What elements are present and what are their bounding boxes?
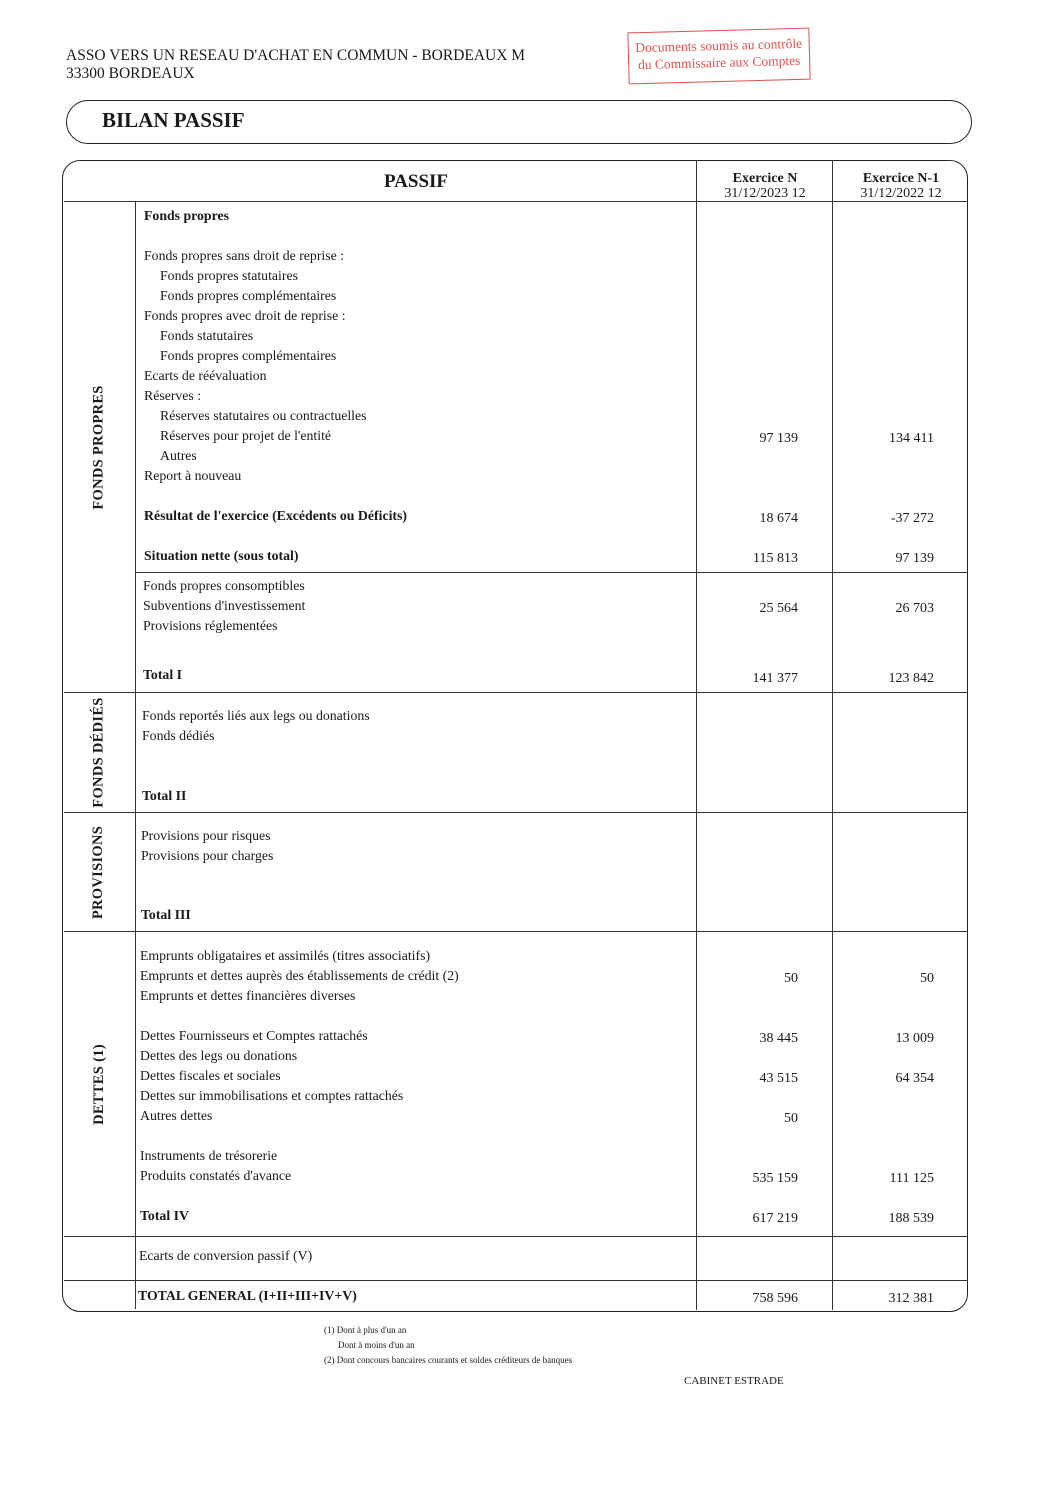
col-n-header xyxy=(698,171,832,201)
row-label: Dettes sur immobilisations et comptes rattachés xyxy=(140,1088,404,1103)
value-n: 97 139 xyxy=(759,431,798,446)
value-n: 50 xyxy=(784,971,798,986)
value-n: 141 377 xyxy=(752,671,798,686)
col-p-label: Exercice N-1 xyxy=(862,171,940,186)
value-n1: 50 xyxy=(920,971,934,986)
row-label: Ecarts de réévaluation xyxy=(144,368,267,383)
organization-name: ASSO VERS UN RESEAU D'ACHAT EN COMMUN - BORDEAUX M xyxy=(66,47,526,64)
stamp-line-2: du Commissaire aux Comptes xyxy=(637,52,801,73)
row-label: Fonds propres sans droit de reprise : xyxy=(144,248,345,263)
row-label: Réserves statutaires ou contractuelles xyxy=(160,408,367,423)
section-dettes-label: DETTES (1) xyxy=(90,1043,107,1125)
row-label: Provisions pour charges xyxy=(141,848,274,863)
value-n: 38 445 xyxy=(759,1031,798,1046)
col-n-label: Exercice N xyxy=(732,171,798,186)
row-label: Fonds propres consomptibles xyxy=(143,578,305,593)
row-label: Fonds reportés liés aux legs ou donations xyxy=(142,708,370,723)
row-label: Instruments de trésorerie xyxy=(140,1148,278,1163)
section-fonds-dedies-label: FONDS DÉDIÉS xyxy=(90,697,107,808)
section-fonds-propres xyxy=(64,202,134,692)
row-label: Produits constatés d'avance xyxy=(140,1168,292,1183)
row-label: Total III xyxy=(141,907,191,922)
page-title: BILAN PASSIF xyxy=(102,108,245,132)
row-label: Autres xyxy=(160,448,197,463)
cabinet-name: CABINET ESTRADE xyxy=(684,1375,784,1387)
row-label: Fonds propres complémentaires xyxy=(160,348,337,363)
row-label: Provisions réglementées xyxy=(143,618,278,633)
passif-header: PASSIF xyxy=(383,171,449,192)
organization-address: 33300 BORDEAUX xyxy=(66,65,195,82)
row-label: Fonds propres statutaires xyxy=(160,268,298,283)
row-label: Dettes fiscales et sociales xyxy=(140,1068,281,1083)
value-n1: -37 272 xyxy=(890,511,934,526)
value-n: 115 813 xyxy=(753,551,798,566)
footnote-1: (1) Dont à plus d'un an xyxy=(324,1325,407,1335)
row-label: Fonds statutaires xyxy=(160,328,254,343)
row-label: Réserves pour projet de l'entité xyxy=(160,428,332,443)
value-n: 18 674 xyxy=(759,511,798,526)
row-label: Provisions pour risques xyxy=(141,828,271,843)
value-n: 50 xyxy=(784,1111,798,1126)
value-n1: 123 842 xyxy=(888,671,934,686)
row-label: Emprunts et dettes financières diverses xyxy=(140,988,356,1003)
value-n1: 111 125 xyxy=(889,1171,934,1186)
section-provisions xyxy=(64,813,134,931)
value-n: 758 596 xyxy=(752,1291,798,1306)
stamp-line-1: Documents soumis au contrôle xyxy=(635,35,803,56)
value-n: 617 219 xyxy=(752,1211,798,1226)
row-label: Fonds propres complémentaires xyxy=(160,288,337,303)
row-label: Subventions d'investissement xyxy=(143,598,306,613)
row-label: Fonds dédiés xyxy=(142,728,215,743)
row-label: Fonds propres xyxy=(144,208,229,223)
row-label: Total IV xyxy=(140,1208,189,1223)
value-n1: 26 703 xyxy=(895,601,934,616)
row-label: Ecarts de conversion passif (V) xyxy=(139,1248,313,1263)
col-p-header xyxy=(834,171,968,201)
row-label: Total II xyxy=(142,788,187,803)
section-fonds-propres-label: FONDS PROPRES xyxy=(90,384,107,510)
section-dettes xyxy=(64,932,134,1236)
col-p-date: 31/12/2022 12 xyxy=(860,186,942,201)
row-label: Situation nette (sous total) xyxy=(144,548,299,563)
row-label: Autres dettes xyxy=(140,1108,213,1123)
value-n1: 312 381 xyxy=(888,1291,934,1306)
row-label: Emprunts et dettes auprès des établissements de crédit (2) xyxy=(140,968,459,983)
section-fonds-dedies xyxy=(64,693,134,812)
row-label: Report à nouveau xyxy=(144,468,242,483)
audit-stamp xyxy=(627,28,810,85)
row-label: Réserves : xyxy=(144,388,202,403)
value-n: 43 515 xyxy=(759,1071,798,1086)
row-label: Fonds propres avec droit de reprise : xyxy=(144,308,346,323)
footnote-2: Dont à moins d'un an xyxy=(338,1340,415,1350)
value-n1: 64 354 xyxy=(895,1071,934,1086)
row-label: TOTAL GENERAL (I+II+III+IV+V) xyxy=(138,1288,357,1303)
value-n1: 134 411 xyxy=(889,431,934,446)
col-n-date: 31/12/2023 12 xyxy=(724,186,806,201)
footnote-3: (2) Dont concours bancaires courants et soldes créditeurs de banques xyxy=(324,1355,573,1365)
value-n: 535 159 xyxy=(752,1171,798,1186)
value-n1: 188 539 xyxy=(888,1211,934,1226)
organization-header xyxy=(66,47,525,83)
row-label: Dettes Fournisseurs et Comptes rattachés xyxy=(140,1028,368,1043)
row-label: Total I xyxy=(143,667,182,682)
row-label: Résultat de l'exercice (Excédents ou Déficits) xyxy=(144,508,407,523)
value-n1: 97 139 xyxy=(895,551,934,566)
row-label: Emprunts obligataires et assimilés (titres associatifs) xyxy=(140,948,431,963)
row-label: Dettes des legs ou donations xyxy=(140,1048,298,1063)
value-n1: 13 009 xyxy=(895,1031,934,1046)
section-provisions-label: PROVISIONS xyxy=(90,825,107,919)
value-n: 25 564 xyxy=(759,601,798,616)
